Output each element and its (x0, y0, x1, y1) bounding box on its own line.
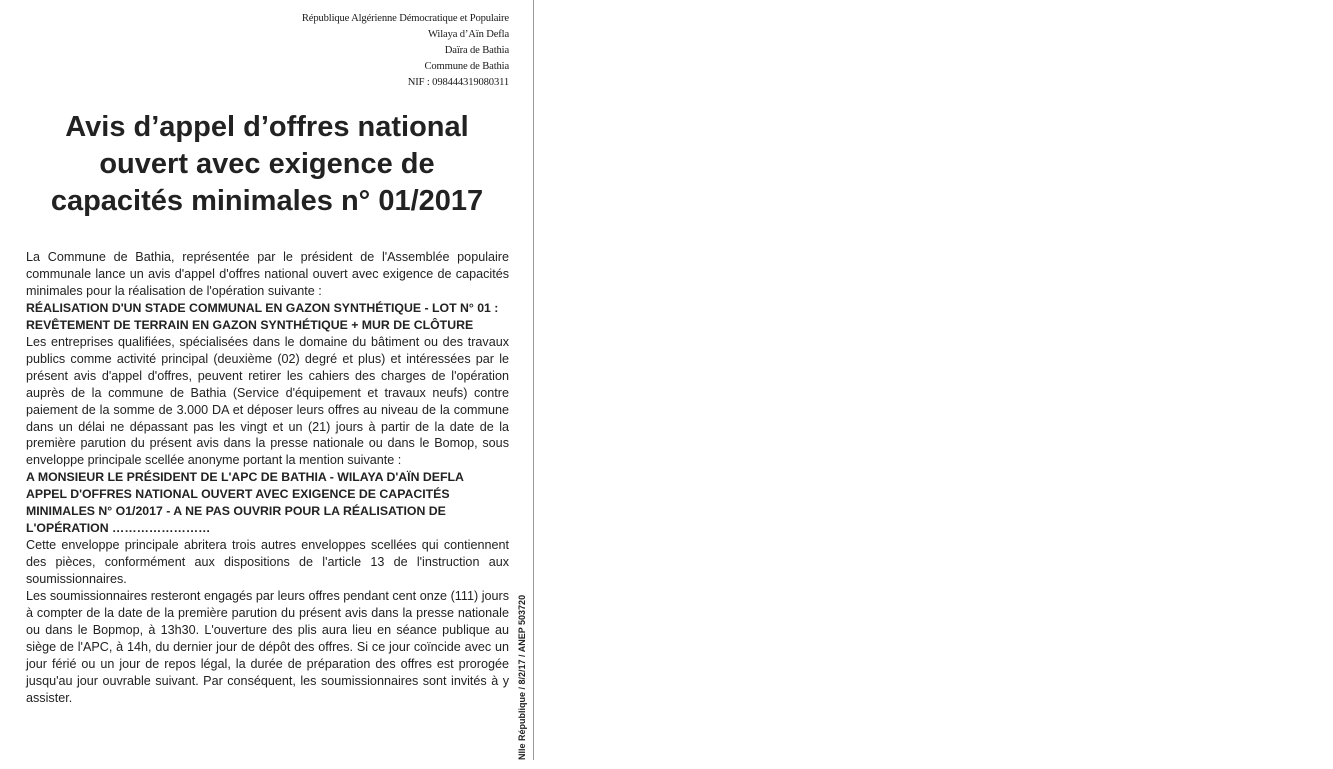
announcement-page (0, 0, 533, 760)
header-daira: Daïra de Bathia (444, 44, 509, 56)
title-line: capacités minimales n° 01/2017 (50, 185, 484, 217)
header-wilaya: Wilaya d’Aïn Defla (428, 28, 509, 40)
title-line: Avis d’appel d’offres national (65, 111, 469, 143)
mention-line: MINIMALES N° O1/2017 - A NE PAS OUVRIR POUR LA RÉALISATION DE (26, 504, 446, 519)
publication-reference: Nlle République / 8/2/17 / ANEP 503720 (517, 594, 527, 760)
operation-line: RÉALISATION D'UN STADE COMMUNAL EN GAZON SYNTHÉTIQUE - LOT N° 01 : (26, 300, 499, 315)
intro-paragraph: La Commune de Bathia, représentée par le président de l'Assemblée populaire communale lance un avis d'appel d'offres national ouvert avec exigence de capacités minimales pour la réalisation de l'opération suivante : (26, 250, 509, 298)
header-nif: NIF : 098444319080311 (407, 76, 509, 88)
mention-line: APPEL D'OFFRES NATIONAL OUVERT AVEC EXIGENCE DE CAPACITÉS (26, 487, 450, 502)
header-commune: Commune de Bathia (424, 60, 509, 72)
operation-title (26, 300, 509, 334)
page-title (20, 109, 514, 220)
mention-line: L'OPÉRATION …………………… (26, 521, 211, 536)
envelope-mention (26, 469, 509, 537)
operation-line: REVÊTEMENT DE TERRAIN EN GAZON SYNTHÉTIQUE + MUR DE CLÔTURE (26, 317, 474, 332)
header-country: République Algérienne Démocratique et Populaire (301, 13, 509, 24)
envelope-paragraph: Cette enveloppe principale abritera trois autres enveloppes scellées qui contiennent des pièces, conformément aux dispositions de l'article 13 de l'instruction aux soumissionnaires. (26, 538, 509, 587)
title-line: ouvert avec exigence de (99, 148, 435, 180)
announcement-body (26, 249, 509, 707)
mention-line: A MONSIEUR LE PRÉSIDENT DE L'APC DE BATHIA - WILAYA D'AÏN DEFLA (26, 470, 464, 485)
column-divider (533, 0, 534, 760)
commitment-paragraph: Les soumissionnaires resteront engagés par leurs offres pendant cent onze (111) jours à compter de la date de la première parution du présent avis dans la presse nationale ou dans le Bopmop, à 13h30. L'ouverture des plis aura lieu en séance publique au siège de l'APC, à 14h, du dernier jour de dépôt des offres. Si ce jour coïncide avec un jour férié ou un jour de repos légal, la durée de préparation des offres est prorogée jusqu'au jour ouvrable suivant. Par conséquent, les soumissionnaires sont invités à y assister. (26, 589, 509, 705)
eligibility-paragraph: Les entreprises qualifiées, spécialisées dans le domaine du bâtiment ou des travaux publics comme activité principal (deuxième (02) degré et plus) et intéressées par le présent avis d'appel d'offres, peuvent retirer les cahiers des charges de l'opération auprès de la commune de Bathia (Service d'équipement et travaux neufs) contre paiement de la somme de 3.000 DA et déposer leurs offres au niveau de la commune dans un délai ne dépassant pas les vingt et un (21) jours à partir de la date de la première parution du présent avis dans la presse nationale ou dans le Bomop, sous enveloppe principale scellée anonyme portant la mention suivante : (26, 334, 509, 468)
issuer-header (302, 11, 509, 91)
